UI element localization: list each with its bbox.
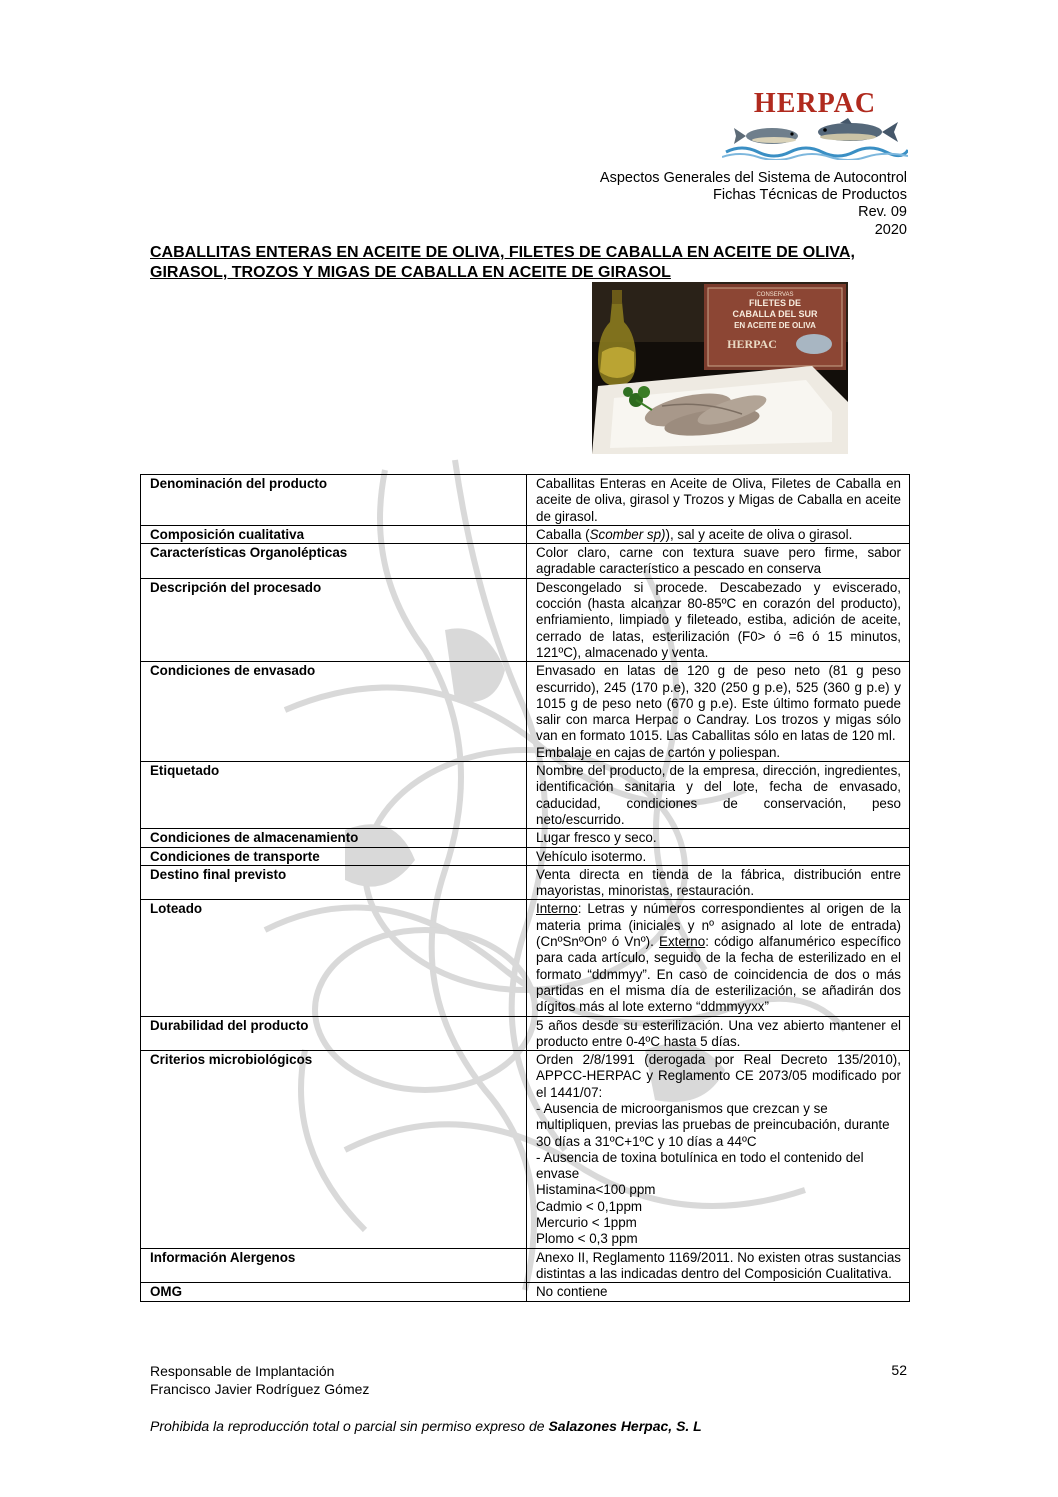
can-label-line2: CABALLA DEL SUR [732,309,818,319]
row-label: Durabilidad del producto [141,1016,527,1051]
table-row-omg [141,1283,910,1301]
row-label: Información Alergenos [141,1248,527,1283]
row-label: Condiciones de envasado [141,662,527,762]
page-number: 52 [891,1362,907,1378]
footer-responsable [150,1362,369,1398]
micro-line: Histamina<100 ppm [536,1182,656,1198]
can-label-line1: FILETES DE [748,298,802,308]
row-value [527,900,910,1016]
header-line-fichas: Fichas Técnicas de Productos [713,187,907,204]
logo-text: HERPAC [753,88,877,119]
row-value [527,662,910,762]
table-row-microbiologicos [141,1051,910,1249]
composicion-text-after: ), sal y aceite de oliva o girasol. [665,526,853,542]
product-photo [592,282,848,454]
micro-line: Mercurio < 1ppm [536,1215,637,1231]
can-brand: HERPAC [727,337,777,351]
row-value [527,1051,910,1249]
row-value: Venta directa en tienda de la fábrica, distribución entre mayoristas, minoristas, restauración. [527,865,910,900]
document-header [600,170,907,239]
row-value: Anexo II, Reglamento 1169/2011. No existen otras sustancias distintas a las indicadas dentro del Composición Cualitativa. [527,1248,910,1283]
row-label: Características Organolépticas [141,544,527,579]
row-label: Denominación del producto [141,475,527,526]
table-row-composicion [141,525,910,543]
row-value: 5 años desde su esterilización. Una vez abierto mantener el producto entre 0-4ºC hasta 5 días. [527,1016,910,1051]
table-row-organolepticas [141,544,910,579]
loteado-externo-text: : código alfanumérico específico para cada artículo, seguido de la fecha de esterilizado en el formato “ddmmyy”. En caso de coincidencia de dos o más partidas en el misma día de esterilización, se añadirán dos dígitos más al lote externo “ddmmyyxx” [536,934,901,1015]
row-value: Nombre del producto, de la empresa, dirección, ingredientes, identificación sanitaria y del lote, fecha de envasado, caducidad, condiciones de conservación, peso neto/escurrido. [527,762,910,829]
table-row-loteado [141,900,910,1016]
row-value: Descongelado si procede. Descabezado y eviscerado, cocción (hasta alcanzar 80-85ºC en corazón del producto), enfriamiento, limpiado y fileteado, estiba, adición de aceite, cerrado de latas, esterilización (F0> ó =6 ó 15 minutos, 121ºC), almacenado y venta. [527,578,910,661]
loteado-interno-text: : Letras y números correspondientes al origen de la materia prima (iniciales y nº asignado al lote de entrada) (CnºSnºOnº ó Vnº). [536,901,901,950]
row-value: Lugar fresco y seco. [527,829,910,847]
spec-table [140,474,910,1302]
can-label-small: CONSERVAS [756,292,794,298]
envasado-formats: Envasado en latas de 120 g de peso neto (81 g peso escurrido), 245 (170 p.e), 320 (250 g p.e), 525 (360 g p.e) y 1015 g de peso neto (670 g p.e). Este último formato puede salir con marca Herpac o Candray. Los trozos y migas sólo van en formato 1015. Las Caballitas sólo en latas de 120 ml. [536,663,901,744]
company-logo [722,84,908,160]
table-row-durabilidad [141,1016,910,1051]
row-value: No contiene [527,1283,910,1301]
table-row-envasado [141,662,910,762]
header-line-revision: Rev. 09 [858,204,907,221]
table-row-almacenamiento [141,829,910,847]
row-label: Loteado [141,900,527,1016]
row-value: Caballitas Enteras en Aceite de Oliva, Filetes de Caballa en aceite de oliva, girasol y Trozos y Migas de Caballa en aceite de girasol. [527,475,910,526]
micro-intro: Orden 2/8/1991 (derogada por Real Decreto 135/2010), APPCC-HERPAC y Reglamento CE 2073/05 modificado por el 1441/07: [536,1052,901,1100]
row-label: Criterios microbiológicos [141,1051,527,1249]
table-row-alergenos [141,1248,910,1283]
row-value: Color claro, carne con textura suave pero firme, sabor agradable característico a pescado en conserva [527,544,910,579]
composicion-species: Scomber sp) [589,526,666,542]
table-row-denominacion [141,475,910,526]
composicion-text-before: Caballa ( [536,526,590,542]
micro-line: Cadmio < 0,1ppm [536,1198,643,1214]
responsable-label: Responsable de Implantación [150,1363,335,1379]
row-value [527,525,910,543]
loteado-externo-label: Externo [659,934,706,950]
row-value: Vehículo isotermo. [527,847,910,865]
loteado-interno-label: Interno [536,901,578,917]
notice-text: Prohibida la reproducción total o parcial sin permiso expreso de [150,1418,549,1434]
micro-line: Plomo < 0,3 ppm [536,1231,638,1247]
header-line-year: 2020 [874,221,907,238]
can-label-line3: EN ACEITE DE OLIVA [734,321,816,330]
responsable-name: Francisco Javier Rodríguez Gómez [150,1381,370,1397]
row-label: Destino final previsto [141,865,527,900]
row-label: Descripción del procesado [141,578,527,661]
fish-logo-icon [722,118,908,160]
product-title: CABALLITAS ENTERAS EN ACEITE DE OLIVA, FILETES DE CABALLA EN ACEITE DE OLIVA, GIRASOL, TROZOS Y MIGAS DE CABALLA EN ACEITE DE GIRASOL [150,244,855,281]
row-label: OMG [141,1283,527,1301]
micro-line: - Ausencia de toxina botulínica en todo el contenido del envase [536,1149,864,1182]
table-row-transporte [141,847,910,865]
row-label: Etiquetado [141,762,527,829]
notice-company: Salazones Herpac, S. L [548,1418,702,1434]
header-line-system: Aspectos Generales del Sistema de Autocontrol [599,170,907,186]
envasado-packaging: Embalaje en cajas de cartón y poliespan. [536,744,781,760]
table-row-etiquetado [141,762,910,829]
micro-line: - Ausencia de microorganismos que crezcan y se multipliquen, previas las pruebas de preincubación, durante 30 días a 31ºC+1ºC y 10 días a 44ºC [536,1100,890,1149]
table-row-procesado [141,578,910,661]
table-row-destino [141,865,910,900]
row-label: Condiciones de transporte [141,847,527,865]
row-label: Composición cualitativa [141,525,527,543]
copyright-notice [150,1418,702,1434]
row-label: Condiciones de almacenamiento [141,829,527,847]
